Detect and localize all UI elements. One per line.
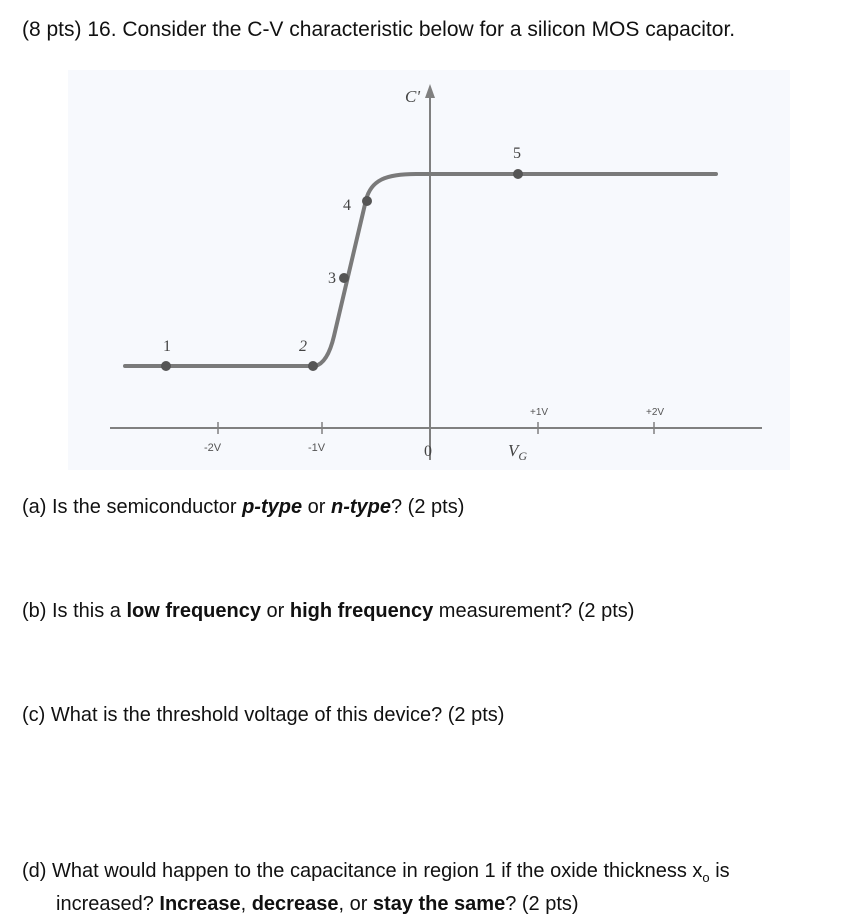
option-low-frequency: low frequency <box>126 600 261 622</box>
question-b: (b) Is this a low frequency or high frequency measurement? (2 pts) <box>22 600 635 622</box>
tick-label-neg-1v: -1V <box>308 442 326 454</box>
point-label-3: 3 <box>328 270 336 287</box>
curve-point-4 <box>362 196 372 206</box>
curve-point-5 <box>513 169 523 179</box>
curve-point-2 <box>308 361 318 371</box>
question-title: (8 pts) 16. Consider the C-V characteristic below for a silicon MOS capacitor. <box>22 18 736 41</box>
point-label-2: 2 <box>299 338 307 355</box>
cv-curve <box>125 174 716 366</box>
question-d: (d) What would happen to the capacitance in region 1 if the oxide thickness $x_o$ is increased? Increase, decrease, or stay the same? (2 pts) <box>22 860 730 915</box>
option-stay-the-same: stay the same <box>372 893 506 915</box>
question-a: (a) Is the semiconductor p-type or n-type? (2 pts) <box>22 496 465 518</box>
option-n-type: n-type <box>331 496 391 518</box>
curve-point-3 <box>339 273 349 283</box>
option-p-type: p-type <box>242 496 303 518</box>
option-high-frequency: high frequency <box>289 600 434 622</box>
cv-plot <box>68 70 790 470</box>
option-decrease: decrease <box>251 893 339 915</box>
origin-label: 0 <box>424 443 432 460</box>
x-axis-label: $V_G$ <box>508 441 528 463</box>
point-label-5: 5 <box>513 145 521 162</box>
point-label-1: 1 <box>163 338 171 355</box>
y-axis-label: C' <box>405 87 420 106</box>
curve-point-1 <box>161 361 171 371</box>
tick-label-neg-2v: -2V <box>204 442 222 454</box>
tick-label-pos-2v: +2V <box>646 407 665 418</box>
option-increase: Increase <box>159 893 241 915</box>
question-c: (c) What is the threshold voltage of this device? (2 pts) <box>22 704 505 726</box>
cv-characteristic-figure <box>68 70 790 470</box>
y-axis-arrow <box>425 84 435 98</box>
point-label-4: 4 <box>343 197 351 214</box>
tick-label-pos-1v: +1V <box>530 407 549 418</box>
